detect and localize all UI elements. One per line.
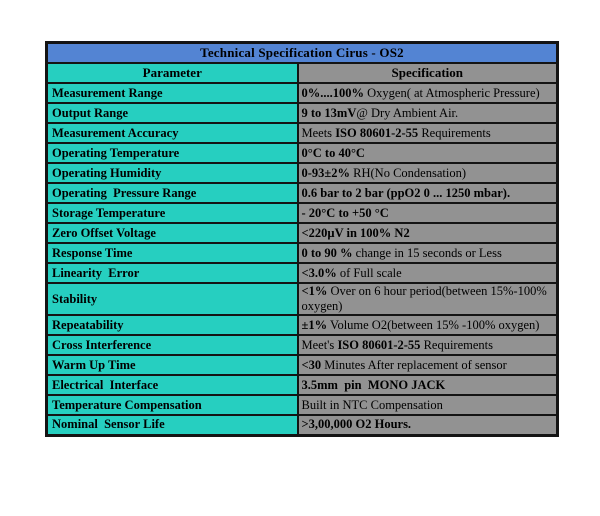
specification-cell: <1% Over on 6 hour period(between 15%-100% oxygen) xyxy=(298,283,558,315)
specification-cell: ±1% Volume O2(between 15% -100% oxygen) xyxy=(298,315,558,335)
specification-cell: <30 Minutes After replacement of sensor xyxy=(298,355,558,375)
table-row xyxy=(47,83,558,103)
table-row xyxy=(47,203,558,223)
parameter-cell: Linearity Error xyxy=(47,263,298,283)
parameter-cell: Zero Offset Voltage xyxy=(47,223,298,243)
table-title-row xyxy=(47,43,558,64)
specification-cell: 3.5mm pin MONO JACK xyxy=(298,375,558,395)
specification-cell: >3,00,000 O2 Hours. xyxy=(298,415,558,435)
specification-cell: 0.6 bar to 2 bar (ppO2 0 ... 1250 mbar). xyxy=(298,183,558,203)
parameter-cell: Operating Humidity xyxy=(47,163,298,183)
table-row xyxy=(47,415,558,435)
parameter-cell: Warm Up Time xyxy=(47,355,298,375)
parameter-cell: Temperature Compensation xyxy=(47,395,298,415)
table-row xyxy=(47,395,558,415)
specification-cell: - 20°C to +50 °C xyxy=(298,203,558,223)
specification-cell: 0-93±2% RH(No Condensation) xyxy=(298,163,558,183)
column-header-row xyxy=(47,63,558,83)
spec-table-body xyxy=(47,83,558,435)
parameter-cell: Stability xyxy=(47,283,298,315)
table-row xyxy=(47,315,558,335)
parameter-cell: Storage Temperature xyxy=(47,203,298,223)
table-row xyxy=(47,243,558,263)
specification-cell: 9 to 13mV@ Dry Ambient Air. xyxy=(298,103,558,123)
table-row xyxy=(47,183,558,203)
parameter-cell: Operating Temperature xyxy=(47,143,298,163)
specification-cell: <3.0% of Full scale xyxy=(298,263,558,283)
parameter-cell: Measurement Range xyxy=(47,83,298,103)
table-row xyxy=(47,283,558,315)
parameter-cell: Cross Interference xyxy=(47,335,298,355)
parameter-column-header: Parameter xyxy=(47,63,298,83)
table-row xyxy=(47,103,558,123)
parameter-cell: Output Range xyxy=(47,103,298,123)
table-row xyxy=(47,123,558,143)
table-row xyxy=(47,355,558,375)
parameter-cell: Response Time xyxy=(47,243,298,263)
table-row xyxy=(47,375,558,395)
table-row xyxy=(47,223,558,243)
specification-cell: Meet's ISO 80601-2-55 Requirements xyxy=(298,335,558,355)
specification-cell: 0%....100% Oxygen( at Atmospheric Pressure) xyxy=(298,83,558,103)
parameter-cell: Nominal Sensor Life xyxy=(47,415,298,435)
table-row xyxy=(47,263,558,283)
technical-specification-table xyxy=(45,41,559,437)
specification-cell: Built in NTC Compensation xyxy=(298,395,558,415)
specification-cell: 0 to 90 % change in 15 seconds or Less xyxy=(298,243,558,263)
table-row xyxy=(47,143,558,163)
table-row xyxy=(47,163,558,183)
specification-cell: 0°C to 40°C xyxy=(298,143,558,163)
parameter-cell: Electrical Interface xyxy=(47,375,298,395)
table-title: Technical Specification Cirus - OS2 xyxy=(47,43,558,64)
parameter-cell: Repeatability xyxy=(47,315,298,335)
specification-cell: Meets ISO 80601-2-55 Requirements xyxy=(298,123,558,143)
parameter-cell: Measurement Accuracy xyxy=(47,123,298,143)
specification-cell: <220µV in 100% N2 xyxy=(298,223,558,243)
table-row xyxy=(47,335,558,355)
parameter-cell: Operating Pressure Range xyxy=(47,183,298,203)
specification-column-header: Specification xyxy=(298,63,558,83)
